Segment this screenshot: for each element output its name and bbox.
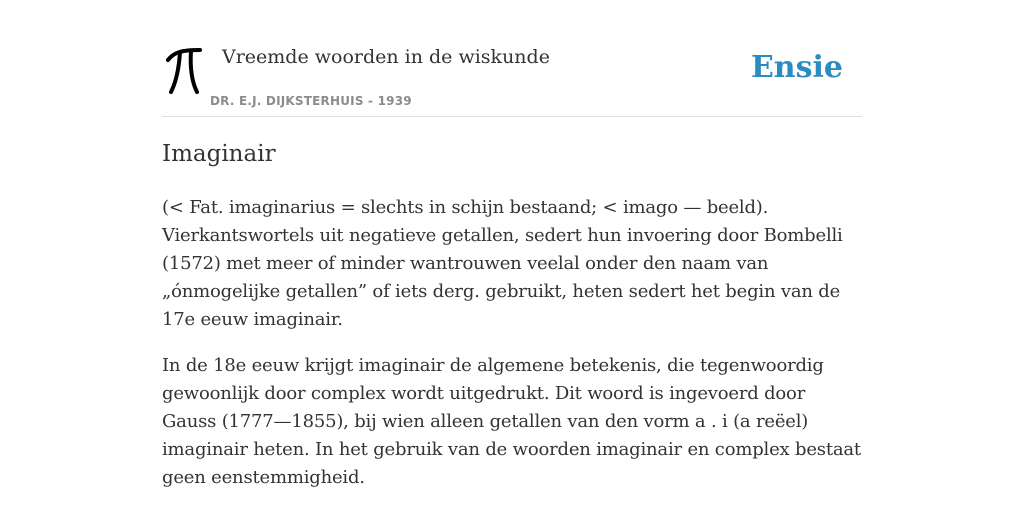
book-author: DR. E.J. DIJKSTERHUIS - 1939 [210, 94, 412, 108]
entry-article [162, 138, 862, 510]
entry-title: Imaginair [162, 141, 276, 167]
book-title[interactable]: Vreemde woorden in de wiskunde [222, 46, 550, 68]
entry-paragraph: (< Fat. imaginarius = slechts in schijn bestaand; < imago — beeld). Vierkantswortels uit negatieve getallen, sedert hun invoering door Bombelli (1572) met meer of minder wantrouwen veelal onder den naam van „ónmogelijke getallen” of iets derg. gebruikt, heten sedert het begin van de 17e eeuw imaginair. [162, 197, 843, 330]
pi-icon[interactable] [166, 46, 202, 96]
entry-paragraph: In de 18e eeuw krijgt imaginair de algemene betekenis, die tegenwoordig gewoonlijk door complex wordt uitgedrukt. Dit woord is ingevoerd door Gauss (1777—1855), bij wien alleen getallen van den vorm a . i (a reëel) imaginair heten. In het gebruik van de woorden imaginair en complex bestaat geen eenstemmigheid. [162, 355, 861, 488]
page-header [162, 38, 862, 117]
brand-logo-link[interactable]: Ensie [750, 50, 843, 85]
